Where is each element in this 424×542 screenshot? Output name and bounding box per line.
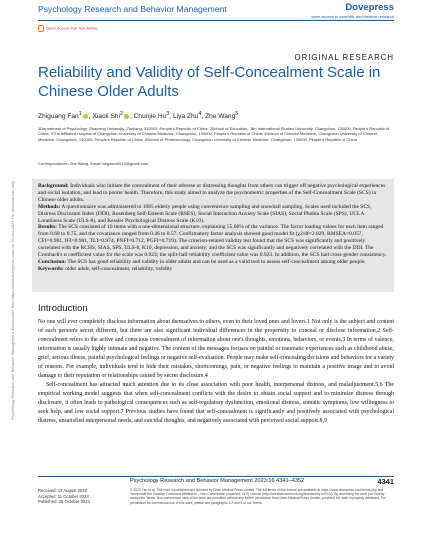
journal-name: Psychology Research and Behavior Management <box>38 4 227 14</box>
introduction-body <box>38 318 394 426</box>
author-name[interactable]: Zhe Wang <box>205 113 236 121</box>
methods-label: Methods: <box>38 203 61 210</box>
paragraph: No one will ever completely disclose information about themselves to others, even to their loved ones and lovers.1 Not only is the subject and content of each person's secret different, but there are also significant individual differences in the propensity to conceal or disclose information.2 Self-concealment refers to the active and conscious concealment of information about one's thoughts, emotions, behaviors, or events.3 In terms of valence, information is usually highly intimate and negative. The content of the messages focuses on painful or traumatic experiences such as childhood abuse, grief, serious illness, painful psychological feelings or negative self-evaluation. People may make self-concealing decisions and behaviors for a variety of reasons. For example, individuals tend to hide their mistakes, shortcomings, pain, or negative feelings to maintain a positive image and to avoid damage to their reputation or relationships caused by secret disclosure.4 <box>38 319 394 379</box>
publisher-tagline: open access to scientific and medical research <box>311 14 394 19</box>
background-text: Individuals who initiate the concealment of their adverse or distressing thoughts from others can trigger off negative psychological experiences and social isolation, and lead to poorer health. Therefore, this study aimed to analyze the psychometric properties of the Self-Concealment Scale (SCS) in Chinese older adults. <box>38 183 386 203</box>
abstract-keywords <box>38 266 388 273</box>
orcid-icon[interactable] <box>124 114 129 119</box>
keywords-label: Keywords: <box>38 265 64 272</box>
author-name[interactable]: Zhiguang Fan <box>38 113 79 121</box>
open-access-text: Open Access Full Text Article <box>46 25 98 31</box>
download-sidebar <box>10 140 18 420</box>
author-name[interactable]: Xiaoli Shi <box>92 113 120 121</box>
footer-rule <box>38 476 394 477</box>
abstract-background <box>38 183 388 204</box>
author-name[interactable]: Chunjie Hu <box>133 113 167 121</box>
affiliations: 1Department of Psychology, Shaoxing University, Zhejiang, 312000, People's Republic of China; 2School of Education, Jilin International Studies University, Changchun, 130000, People's Republic of China; 3The Affiliated Hospital of Changchun University of Chinese Medicine, Changchun, 130000, People's Republic of China; 4School of Chinese Medicine, Changchun University of Chinese Medicine, Changchun, 130000, People's Republic of China; 5School of Pharmacology, Changchun University of Chinese Medicine, Changchun, 130000, People's Republic of China <box>38 126 390 142</box>
footer-citation: Psychology Research and Behavior Management 2023:16 4341–4352 <box>130 478 305 484</box>
results-label: Results: <box>38 224 57 231</box>
page-number: 4341 <box>377 477 394 486</box>
abstract-results <box>38 224 388 259</box>
download-notice: Psychology Research and Behavior Management downloaded from https://www.dovepress.com/ on 26-Oct-2023 For personal use only. <box>10 180 15 420</box>
author-affil: 4 <box>198 111 202 117</box>
abstract-methods <box>38 204 388 225</box>
results-text: The SCS consisted of 10 items with a one-dimensional structure, explaining 55.66% of the variance. The factor loading values for each item ranged from 0.68 to 0.75, and the covariance ranged from 0.46 to 0.57. Confirmatory factor analysis showed good model fit (χ2/df=2.829, RMSEA=0.057, CFI=0.981, IFI=0.981, TLI=0.974, PNFI=0.712, PGFI=0.719). The criterion-related validity test found that the SCS was significantly and positively correlated with the RCHS, SIAS, SPS, ULS-8, K10, depression, and anxiety; and the SCS was significantly and negatively correlated with the DDI. The Cronbach's α coefficient value for the scale was 0.923; the split-half reliability coefficient value was 0.923. In addition, the SCS had cross-gender consistency. <box>38 224 387 259</box>
methods-text: A questionnaire was administered to 1085 elderly people using convenience sampling and snowball sampling. Scales used included the SCS, Distress Disclosure Index (DDI), Rosenberg Self-Esteem Scale (RSES), Social Interaction Anxiety Scale (SIAS), Social Phobia Scale (SPS), UCLA Loneliness Scale (ULS-8), and Kessler Psychological Distress Scale (K10). <box>38 203 372 224</box>
article-type: ORIGINAL RESEARCH <box>294 53 394 62</box>
published-date: Published: 25 October 2023 <box>38 499 90 504</box>
paragraph: Self-concealment has attracted much attention due to its close association with poor health, interpersonal distress, and maladjustment.5,6 The empirical working model suggests that when self-concealment conflicts with the desire to obtain social support and to minimize distress through disclosure, it often leads to pathological consequences such as self-regulatory dysfunction, emotional distress, somatic symptoms, low willingness to seek help, and low social support.7 Previous studies have found that self-concealment is significantly and positively associated with psychological distress, unsatisfied interpersonal needs, and suicidal thoughts, and negatively associated with perceived social support.8,9 <box>38 382 394 424</box>
author-affil: 2 <box>119 111 123 117</box>
background-label: Background: <box>38 183 69 189</box>
author-affil: 3 <box>166 111 170 117</box>
abstract-box <box>32 179 394 292</box>
paper-title: Reliability and Validity of Self-Concealment Scale in Chinese Older Adults <box>38 64 381 100</box>
article-dates <box>38 488 90 505</box>
open-access-label <box>38 25 98 32</box>
conclusion-text: The SCS has good reliability and validity in older adults and can be used as a valid tool to assess self-concealment among older people. <box>66 258 366 265</box>
open-access-icon <box>38 25 44 32</box>
author-affil: 1 <box>78 111 82 117</box>
conclusion-label: Conclusion: <box>38 258 67 265</box>
keywords-text: older adult, self-concealment, reliability, validity <box>63 265 173 272</box>
author-name[interactable]: Liya Zhu <box>173 113 199 121</box>
author-affil: 5 <box>235 111 239 117</box>
abstract-conclusion <box>38 259 388 266</box>
correspondence: Correspondence: Zhe Wang, Email megaton0514@gmail.com <box>38 161 149 166</box>
accepted-date: Accepted: 11 October 2023 <box>38 493 89 499</box>
author-list: Zhiguang Fan$^1$ , Xiaoli Shi$^2$ , Chunjie Hu$^3$, Liya Zhu$^4$, Zhe Wang$^5$ <box>38 111 239 121</box>
publisher-logo: Dovepress <box>345 2 394 13</box>
received-date: Received: 13 August 2023 <box>38 488 87 493</box>
orcid-icon[interactable] <box>83 114 88 119</box>
copyright-notice: © 2023 Fan et al. This work is published and licensed by Dove Medical Press Limited. The full terms of this license are available at https://www.dovepress.com/terms.php and incorporate the Creative Commons Attribution – Non Commercial (unported, v3.0) License (http://creativecommons.org/licenses/by-nc/3.0/). By accessing the work you hereby accept the Terms. Non-commercial uses of the work are permitted without any further permission from Dove Medical Press Limited, provided the work is properly attributed. For permission for commercial use of this work, please see paragraphs 4.2 and 5 of our Terms. <box>130 488 386 505</box>
header-rule <box>38 20 394 21</box>
section-heading: Introduction <box>38 303 88 314</box>
